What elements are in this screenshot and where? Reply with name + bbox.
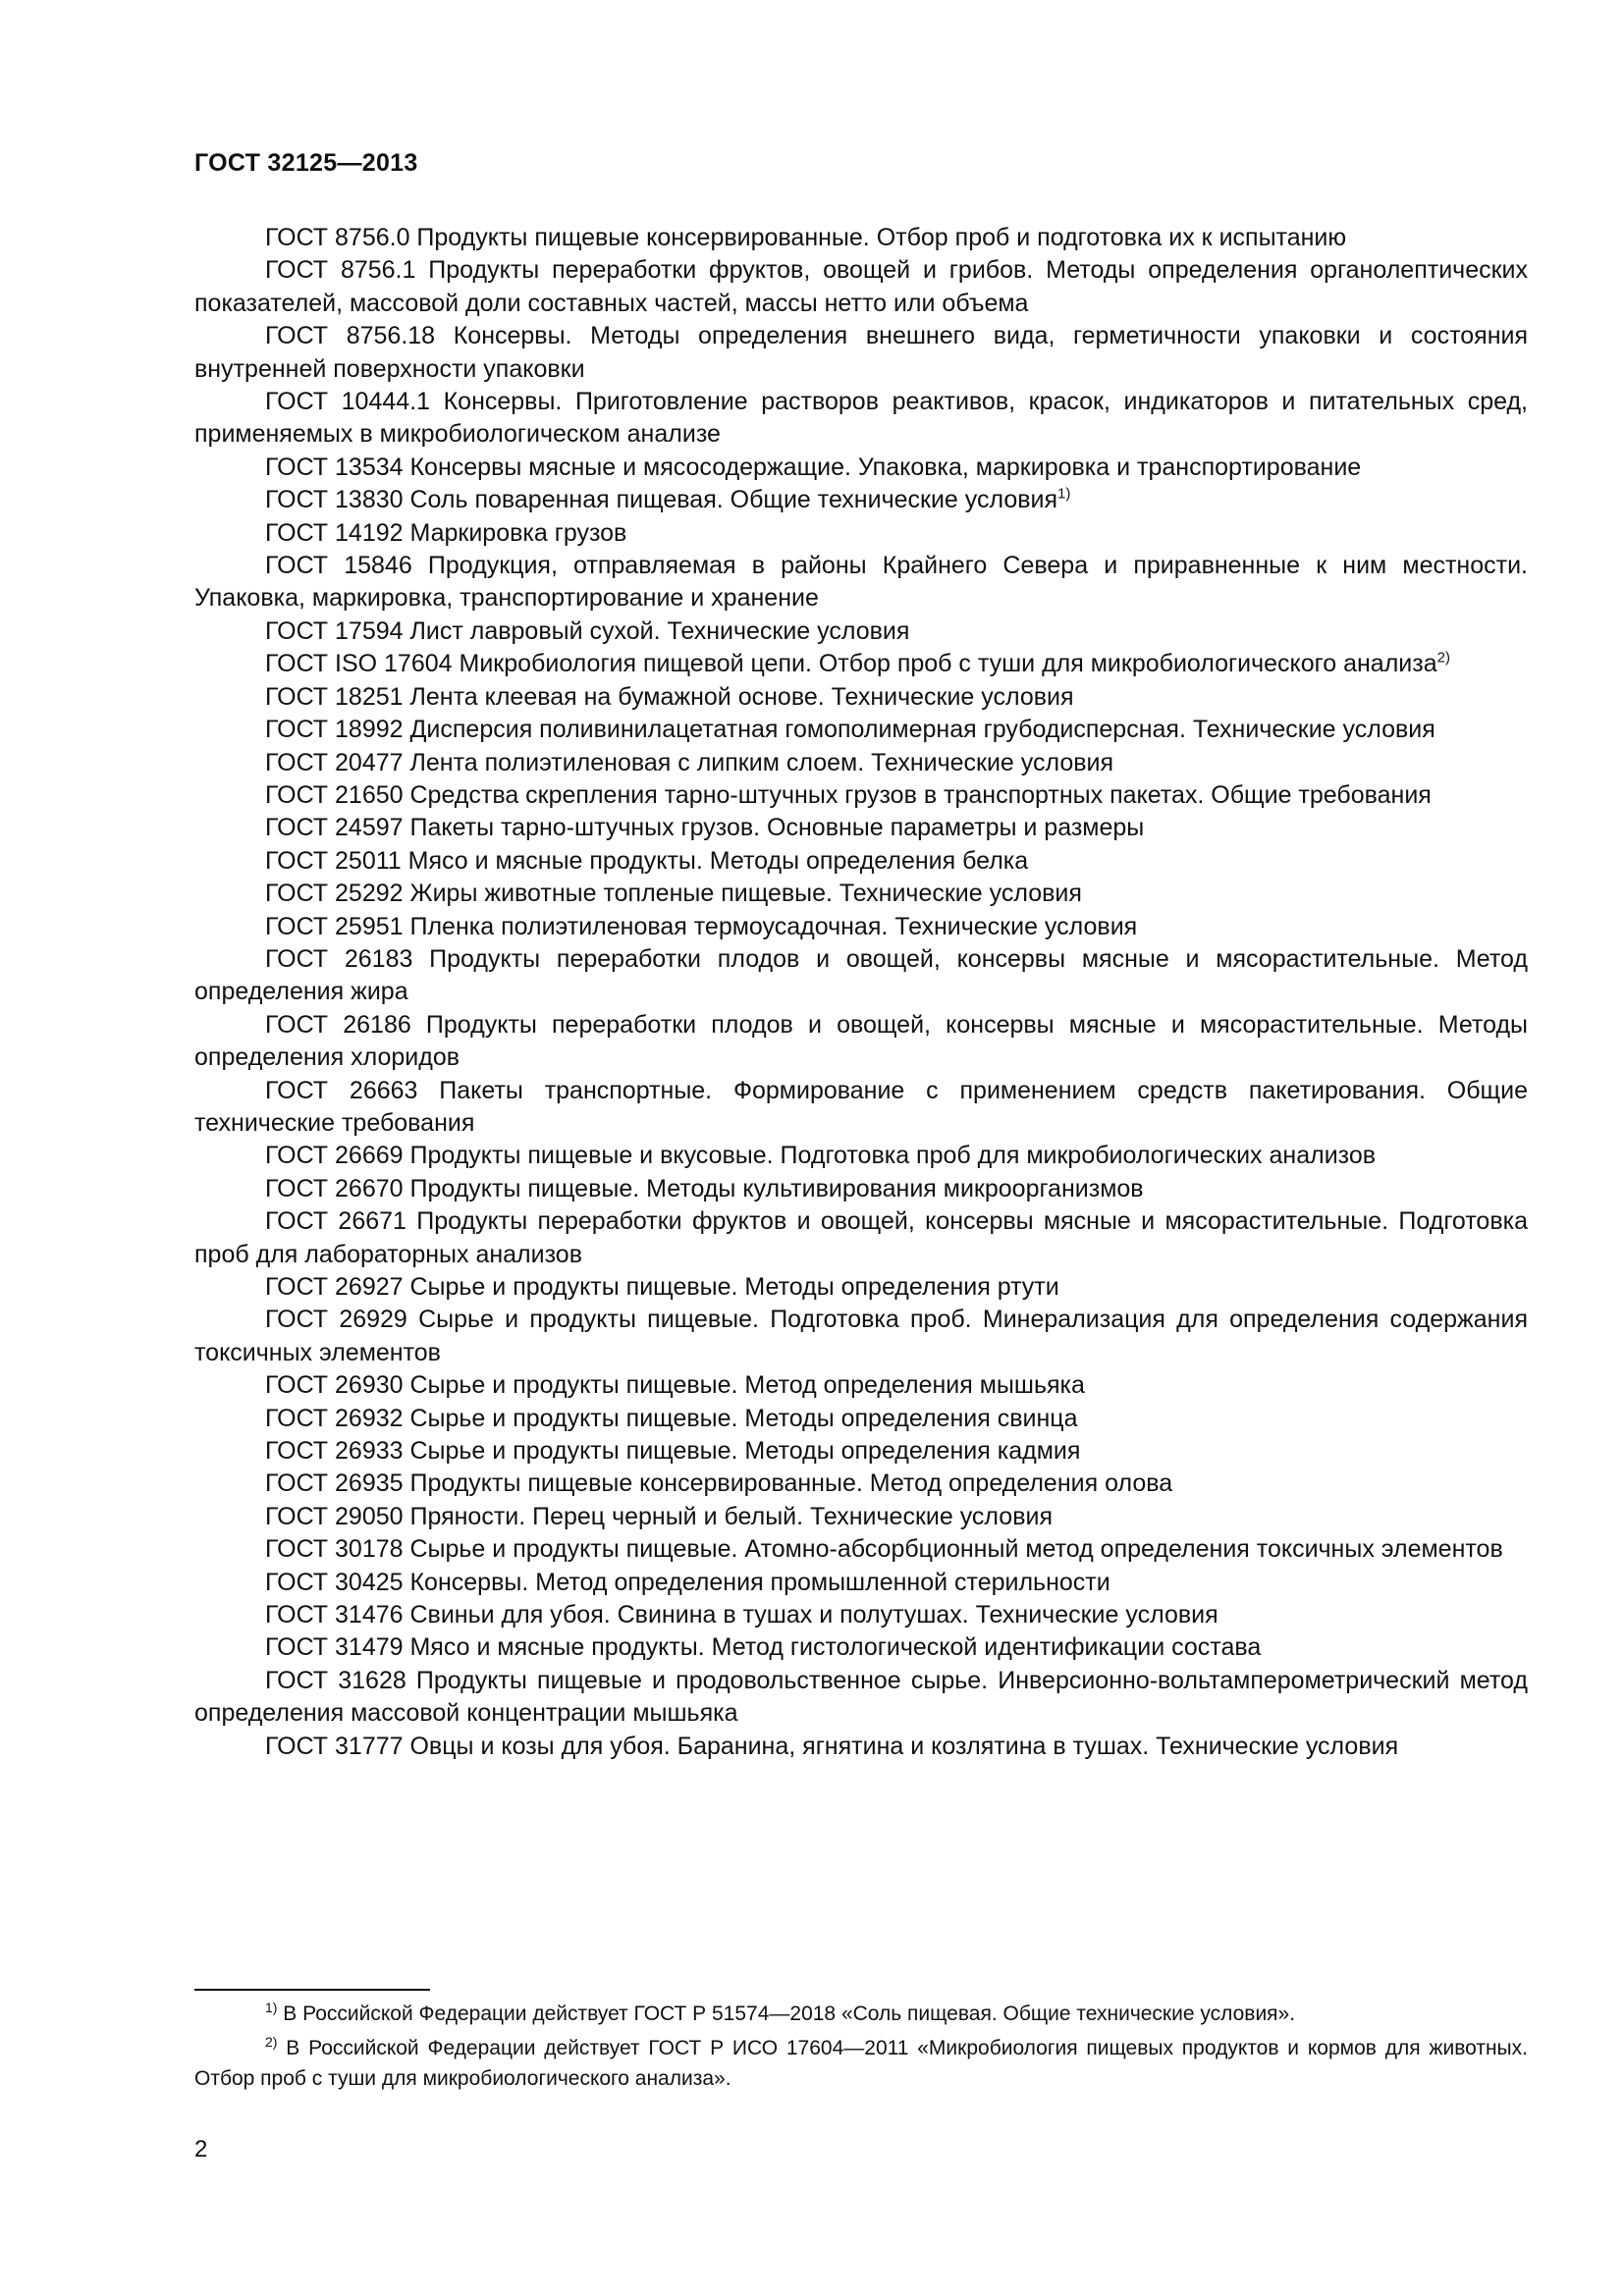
reference-text: ГОСТ 8756.18 Консервы. Методы определения внешнего вида, герметичности упаковки и состояния внутренней поверхности упаковки bbox=[194, 322, 1528, 383]
footnote-mark: 1) bbox=[265, 2000, 278, 2015]
footnote-text: В Российской Федерации действует ГОСТ Р 51574—2018 «Соль пищевая. Общие технические условия». bbox=[283, 2002, 1296, 2025]
reference-item bbox=[194, 1173, 1528, 1205]
page-header: ГОСТ 32125—2013 bbox=[194, 149, 418, 177]
reference-text: ГОСТ ISO 17604 Микробиология пищевой цепи. Отбор проб с туши для микробиологического анализа bbox=[265, 650, 1437, 678]
reference-text: ГОСТ 24597 Пакеты тарно-штучных грузов. Основные параметры и размеры bbox=[265, 814, 1145, 842]
footnote-marker: 2) bbox=[1436, 649, 1450, 667]
reference-item bbox=[194, 320, 1528, 386]
reference-item bbox=[194, 1501, 1528, 1533]
normative-references-list bbox=[194, 222, 1528, 1763]
reference-text: ГОСТ 26932 Сырье и продукты пищевые. Методы определения свинца bbox=[265, 1404, 1078, 1432]
reference-item bbox=[194, 779, 1528, 812]
reference-text: ГОСТ 29050 Пряности. Перец черный и белый. Технические условия bbox=[265, 1502, 1053, 1530]
reference-text: ГОСТ 26669 Продукты пищевые и вкусовые. Подготовка проб для микробиологических анализов bbox=[265, 1142, 1377, 1170]
reference-item bbox=[194, 1631, 1528, 1664]
reference-item bbox=[194, 943, 1528, 1009]
reference-text: ГОСТ 30178 Сырье и продукты пищевые. Атомно-абсорбционный метод определения токсичных элементов bbox=[265, 1535, 1503, 1564]
reference-text: ГОСТ 26933 Сырье и продукты пищевые. Методы определения кадмия bbox=[265, 1437, 1081, 1466]
reference-text: ГОСТ 14192 Маркировка грузов bbox=[265, 518, 627, 547]
reference-text: ГОСТ 8756.1 Продукты переработки фруктов, овощей и грибов. Методы определения органолептических показателей, массовой доли составных частей, массы нетто или объема bbox=[194, 256, 1528, 317]
reference-item bbox=[194, 452, 1528, 484]
reference-item bbox=[194, 1599, 1528, 1631]
reference-text: ГОСТ 26663 Пакеты транспортные. Формирование с применением средств пакетирования. Общие технические требования bbox=[194, 1076, 1528, 1137]
reference-item bbox=[194, 1435, 1528, 1468]
reference-item bbox=[194, 222, 1528, 254]
reference-text: ГОСТ 26935 Продукты пищевые консервированные. Метод определения олова bbox=[265, 1469, 1173, 1498]
reference-text: ГОСТ 20477 Лента полиэтиленовая с липким слоем. Технические условия bbox=[265, 748, 1114, 776]
reference-text: ГОСТ 26670 Продукты пищевые. Методы культивирования микроорганизмов bbox=[265, 1174, 1144, 1202]
reference-text: ГОСТ 31479 Мясо и мясные продукты. Метод гистологической идентификации состава bbox=[265, 1633, 1262, 1662]
reference-text: ГОСТ 26929 Сырье и продукты пищевые. Подготовка проб. Минерализация для определения содержания токсичных элементов bbox=[194, 1306, 1528, 1366]
reference-item bbox=[194, 1731, 1528, 1763]
reference-item bbox=[194, 1304, 1528, 1369]
reference-text: ГОСТ 25951 Пленка полиэтиленовая термоусадочная. Технические условия bbox=[265, 912, 1138, 940]
reference-item bbox=[194, 747, 1528, 779]
reference-text: ГОСТ 25011 Мясо и мясные продукты. Методы определения белка bbox=[265, 846, 1029, 875]
reference-item bbox=[194, 1567, 1528, 1599]
reference-item bbox=[194, 845, 1528, 878]
reference-item bbox=[194, 615, 1528, 648]
reference-item bbox=[194, 1075, 1528, 1141]
footnote-marker: 1) bbox=[1057, 485, 1071, 503]
reference-text: ГОСТ 15846 Продукция, отправляемая в районы Крайнего Севера и приравненные к ним местности. Упаковка, маркировка, транспортирование и хранение bbox=[194, 552, 1528, 613]
reference-item bbox=[194, 484, 1528, 516]
reference-text: ГОСТ 21650 Средства скрепления тарно-штучных грузов в транспортных пакетах. Общие требования bbox=[265, 780, 1432, 809]
reference-text: ГОСТ 26671 Продукты переработки фруктов и овощей, консервы мясные и мясорастительные. Подготовка проб для лабораторных анализов bbox=[194, 1207, 1528, 1268]
reference-item bbox=[194, 911, 1528, 943]
footnote-separator bbox=[194, 1989, 430, 1991]
reference-text: ГОСТ 26186 Продукты переработки плодов и овощей, консервы мясные и мясорастительные. Методы определения хлоридов bbox=[194, 1010, 1528, 1072]
reference-item bbox=[194, 812, 1528, 844]
footnote-text: В Российской Федерации действует ГОСТ Р ИСО 17604—2011 «Микробиология пищевых продуктов и кормов для животных. Отбор проб с туши для микробиологического анализа». bbox=[194, 2037, 1528, 2090]
reference-item bbox=[194, 1665, 1528, 1731]
reference-text: ГОСТ 17594 Лист лавровый сухой. Технические условия bbox=[265, 616, 910, 645]
reference-text: ГОСТ 8756.0 Продукты пищевые консервированные. Отбор проб и подготовка их к испытанию bbox=[265, 224, 1347, 251]
reference-item bbox=[194, 714, 1528, 746]
reference-text: ГОСТ 31777 Овцы и козы для убоя. Баранина, ягнятина и козлятина в тушах. Технические условия bbox=[265, 1732, 1399, 1760]
reference-text: ГОСТ 25292 Жиры животные топленые пищевые. Технические условия bbox=[265, 880, 1082, 908]
reference-item bbox=[194, 1140, 1528, 1172]
reference-text: ГОСТ 26927 Сырье и продукты пищевые. Методы определения ртути bbox=[265, 1273, 1059, 1301]
page-number: 2 bbox=[194, 2136, 208, 2163]
footnotes bbox=[194, 1999, 1528, 2098]
reference-item bbox=[194, 1403, 1528, 1435]
reference-item bbox=[194, 1533, 1528, 1566]
reference-item bbox=[194, 648, 1528, 680]
reference-item bbox=[194, 1205, 1528, 1271]
reference-item bbox=[194, 550, 1528, 615]
reference-item bbox=[194, 1468, 1528, 1500]
reference-text: ГОСТ 13534 Консервы мясные и мясосодержащие. Упаковка, маркировка и транспортирование bbox=[265, 453, 1362, 481]
reference-item bbox=[194, 1271, 1528, 1304]
reference-item bbox=[194, 254, 1528, 320]
reference-item bbox=[194, 1369, 1528, 1402]
reference-item bbox=[194, 1009, 1528, 1075]
reference-text: ГОСТ 26930 Сырье и продукты пищевые. Метод определения мышьяка bbox=[265, 1371, 1085, 1400]
footnote bbox=[194, 1999, 1528, 2029]
reference-item bbox=[194, 878, 1528, 910]
reference-text: ГОСТ 18251 Лента клеевая на бумажной основе. Технические условия bbox=[265, 682, 1074, 711]
reference-text: ГОСТ 31476 Свиньи для убоя. Свинина в тушах и полутушах. Технические условия bbox=[265, 1601, 1218, 1629]
reference-item bbox=[194, 681, 1528, 714]
footnote bbox=[194, 2033, 1528, 2094]
reference-text: ГОСТ 18992 Дисперсия поливинилацетатная гомополимерная грубодисперсная. Технические условия bbox=[265, 716, 1435, 744]
footnote-mark: 2) bbox=[265, 2034, 278, 2050]
reference-text: ГОСТ 26183 Продукты переработки плодов и овощей, консервы мясные и мясорастительные. Метод определения жира bbox=[194, 944, 1528, 1006]
reference-item bbox=[194, 386, 1528, 452]
reference-text: ГОСТ 10444.1 Консервы. Приготовление растворов реактивов, красок, индикаторов и питательных сред, применяемых в микробиологическом анализе bbox=[194, 388, 1528, 449]
reference-text: ГОСТ 30425 Консервы. Метод определения промышленной стерильности bbox=[265, 1568, 1110, 1596]
reference-item bbox=[194, 517, 1528, 550]
reference-text: ГОСТ 13830 Соль поваренная пищевая. Общие технические условия bbox=[265, 486, 1058, 514]
reference-text: ГОСТ 31628 Продукты пищевые и продовольственное сырье. Инверсионно-вольтамперометрический метод определения массовой концентрации мышьяка bbox=[194, 1666, 1528, 1728]
